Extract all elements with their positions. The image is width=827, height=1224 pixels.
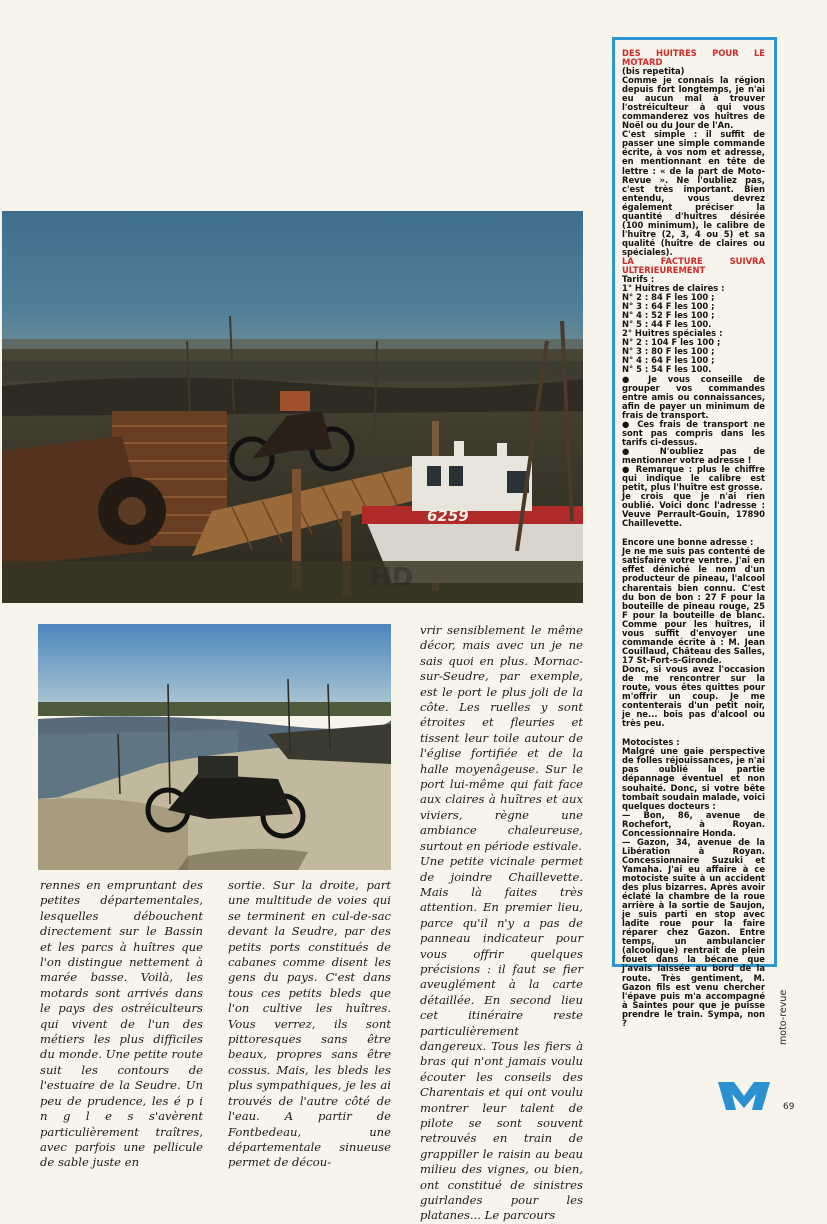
tarif-line: 2° Huitres spéciales :	[622, 328, 723, 339]
article-column-3	[420, 623, 583, 1223]
sidebar-paragraph: Comme je connais la région depuis fort longtemps, je n'ai eu aucun mal à trouver l'ostréiculteur à qui vous commanderez vos huîtres de Noël ou du Jour de l'An.	[622, 75, 765, 131]
sidebar-bullet: ● Je vous conseille de grouper vos commandes entre amis ou connaissances, afin de payer un minimum de frais de transport.	[622, 373, 765, 420]
article-paragraph: vrir sensiblement le même décor, mais avec un je ne sais quoi en plus. Mornac-sur-Seudre, par exemple, est le port le plus joli de la côte. Les ruelles y sont étroites et fleuries et tissent leur toile autour de l'église fortifiée et de la halle moyenâgeuse. Sur le port lui-même qui fait face aux claires à huîtres et aux viviers, règne une ambiance chaleureuse, surtout en période estivale.	[420, 623, 583, 853]
sidebar-paragraph: Donc, si vous avez l'occasion de me rencontrer sur la route, vous êtes quittes pour m'offrir un coup. Je me contenterais d'un petit noir, je ne... bois pas d'alcool ou très peu.	[622, 663, 765, 729]
sidebar-bullet: ● Remarque : plus le chiffre qui indique le calibre est petit, plus l'huître est grosse.	[622, 463, 765, 493]
sidebar-paragraph: Je crois que je n'ai rien oublié. Voici donc l'adresse : Veuve Perrault-Gouin, 17890 Chaillevette.	[622, 491, 765, 529]
tarif-line: N° 4 : 64 F les 100 ;	[622, 355, 715, 366]
sidebar-paragraph: — Gazon, 34, avenue de la Libération à Royan. Concessionnaire Suzuki et Yamaha. J'ai eu affaire à ce motociste suite à un accident des plus bizarres. Après avoir éclaté la chambre de la roue arrière à la sortie de Saujon, je suis parti en stop avec ladite roue pour la faire réparer chez Gazon. Entre temps, un ambulancier (alcoolique) rentrait de plein fouet dans la bécane que j'avais laissée au bord de la route. Très gentiment, M. Gazon fils est venu chercher l'épave puis m'a accompagné à Saintes pour que je puisse prendre le train. Sympa, non ?	[622, 836, 765, 1028]
tarif-line: N° 2 : 84 F les 100 ;	[622, 292, 715, 303]
sidebar-tarifs-label: Tarifs :	[622, 273, 655, 284]
magazine-name-vertical: moto-revue	[778, 989, 789, 1045]
sidebar-heading: DES HUITRES POUR LE MOTARD	[622, 48, 765, 67]
sidebar-paragraph: Malgré une gaie perspective de folles réjouissances, je n'ai pas oublié la partie dépannage éventuel et non souhaité. Donc, si votre bête tombait soudain malade, voici quelques docteurs :	[622, 746, 765, 811]
sidebar-oyster-box	[612, 37, 777, 1028]
article-column-2	[228, 878, 391, 1170]
tarif-line: N° 2 : 104 F les 100 ;	[622, 337, 721, 348]
article-paragraph: Une petite vicinale permet de joindre Chaillevette. Mais là faites très attention. En premier lieu, parce qu'il n'y a pas de panneau indicateur pour vous offrir quelques précisions : il faut se fier aveuglément à la carte détaillée. En second lieu cet itinéraire reste particulièrement dangereux. Tous les fiers à bras qui n'ont jamais voulu écouter les conseils des Charentais et qui ont voulu montrer leur talent de pilote se sont souvent retrouvés en train de grappiller le raisin au beau milieu des vignes, ou bien, ont constitué de sinistres guirlandes pour les platanes... Le parcours	[420, 854, 583, 1223]
sidebar-subheading: Encore une bonne adresse :	[622, 537, 754, 548]
photo-estuary-motorbike	[38, 624, 391, 870]
article-paragraph: rennes en empruntant des petites départementales, lesquelles débouchent directement sur le Bassin et les parcs à huîtres que l'on distingue nettement à marée basse. Voilà, les motards sont arrivés dans le pays des ostréiculteurs qui vivent de l'un des métiers les plus difficiles du monde. Une petite route suit les contours de l'estuaire de la Seudre. Un peu de prudence, les é p i n g l e s s'avèrent particulièrement traîtres, avec parfois une pellicule de sable juste en	[40, 878, 203, 1170]
sidebar-paragraph: C'est simple : il suffit de passer une simple commande écrite, à vos nom et adresse, en mentionnant en tête de lettre : « de la part de Moto-Revue ». Ne l'oubliez pas, c'est très important. Bien entendu, vous devrez également préciser la quantité d'huîtres désirée (100 minimum), le calibre de l'huître (2, 3, 4 ou 5) et sa qualité (huître de claires ou spéciales).	[622, 129, 765, 257]
watermark-logo: HD	[370, 563, 414, 593]
article-paragraph: sortie. Sur la droite, part une multitude de voies qui se terminent en cul-de-sac devant la Seudre, par des petits ports constitués de cabanes comme disent les gens du pays. C'est dans tous ces petits bleds que l'on cultive les huîtres. Vous verrez, ils sont pittoresques sans être beaux, propres sans être cossus. Mais, les bleds les plus sympathiques, je les ai trouvés de l'autre côté de l'eau. A partir de Fontbedeau, une départementale sinueuse permet de décou-	[228, 878, 391, 1170]
photo-harbor-jetty	[2, 211, 583, 603]
tarif-line: N° 4 : 52 F les 100 ;	[622, 310, 715, 321]
sidebar-bullet: ● Ces frais de transport ne sont pas compris dans les tarifs ci-dessus.	[622, 418, 765, 447]
article-column-1	[40, 878, 203, 1170]
sidebar-heading-sub: (bis repetita)	[622, 66, 685, 76]
tarif-line: 1° Huitres de claires :	[622, 283, 725, 294]
tarif-line: N° 5 : 44 F les 100.	[622, 319, 712, 330]
sidebar-paragraph: Je ne me suis pas contenté de satisfaire votre ventre. J'ai en effet déniché le nom d'un producteur de pineau, l'alcool charentais bien connu. C'est du bon de bon : 27 F pour la bouteille de pineau rouge, 25 F pour la bouteille de blanc. Comme pour les huîtres, il vous suffit d'envoyer une commande écrite à : M. Jean Couillaud, Château des Salles, 17 St-Fort-s-Gironde.	[622, 546, 766, 665]
sidebar-bullet: ● N'oubliez pas de mentionner votre adresse !	[622, 445, 765, 465]
page-number: 69	[783, 1102, 795, 1112]
sidebar-paragraph: — Bon, 86, avenue de Rochefort, à Royan. Concessionnaire Honda.	[622, 809, 765, 838]
magazine-logo	[716, 1076, 772, 1116]
boat-registration: 6259	[427, 507, 469, 525]
tarif-line: N° 3 : 64 F les 100 ;	[622, 301, 715, 312]
tarif-line: N° 3 : 80 F les 100 ;	[622, 346, 715, 357]
sidebar-subheading: Motocistes :	[622, 737, 680, 748]
tarif-line: N° 5 : 54 F les 100.	[622, 364, 712, 375]
sidebar-invoice-note: LA FACTURE SUIVRA ULTERIEUREMENT	[622, 255, 765, 275]
